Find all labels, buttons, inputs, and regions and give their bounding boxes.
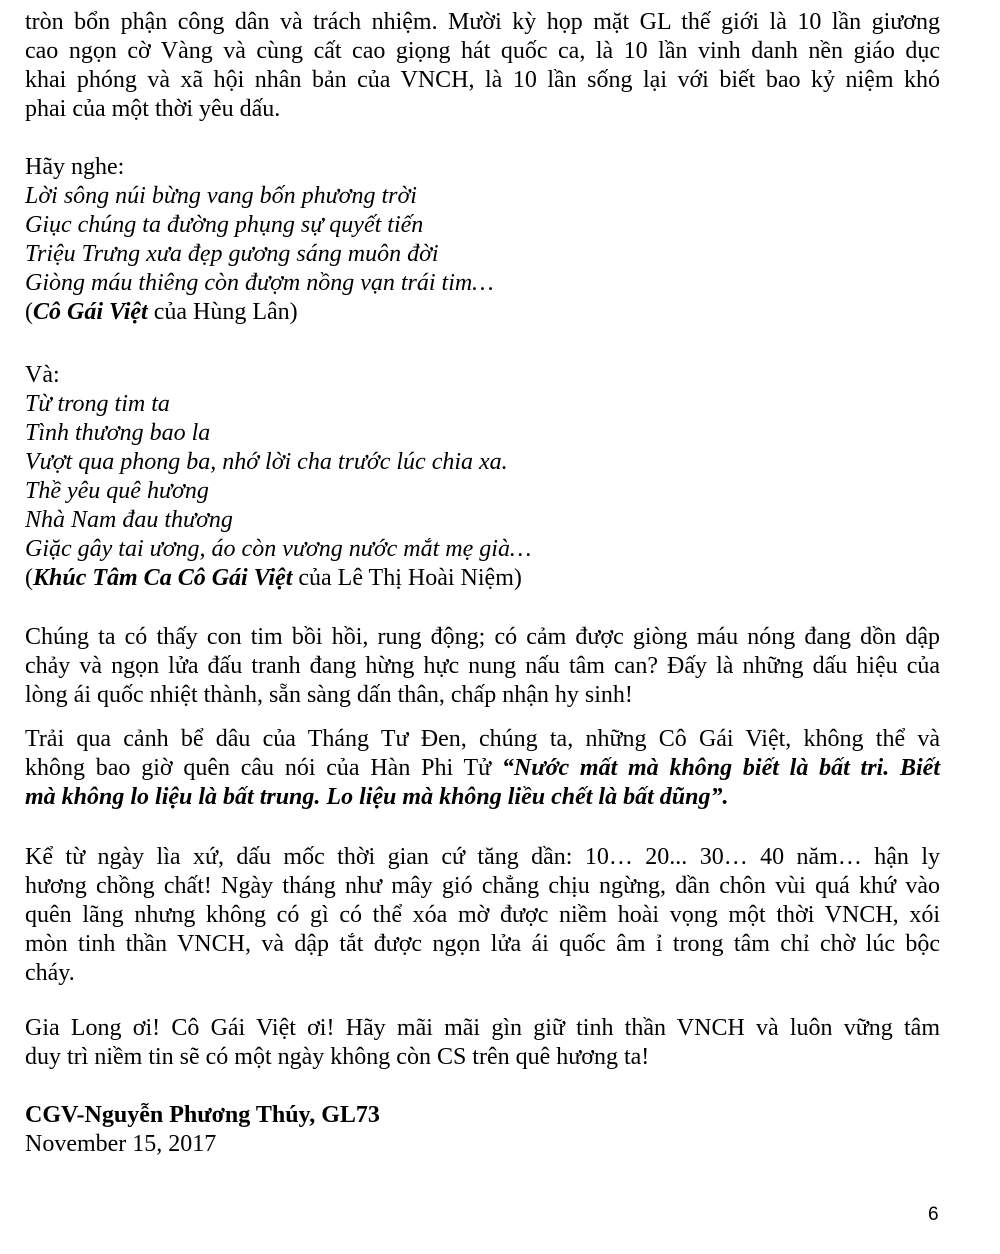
- signature-block: [25, 1101, 940, 1159]
- paragraph-heart: [25, 623, 940, 710]
- text-line: quên lãng nhưng không có gì có thể xóa mờ được niềm hoài vọng một thời VNCH, xói: [25, 902, 940, 928]
- poem-line: Lời sông núi bừng vang bốn phương trời: [25, 183, 417, 209]
- poem-line: Từ trong tim ta: [25, 391, 170, 417]
- text-line: Chúng ta có thấy con tim bồi hồi, rung động; có cảm được giòng máu nóng đang dồn dập: [25, 624, 940, 650]
- poem-line: Giục chúng ta đường phụng sự quyết tiến: [25, 212, 424, 238]
- quote: mà không lo liệu là bất trung. Lo liệu mà không liều chết là bất dũng”.: [25, 784, 729, 810]
- text-line: cao ngọn cờ Vàng và cùng cất cao giọng hát quốc ca, là 10 lần vinh danh nền giáo dục: [25, 38, 940, 64]
- date: November 15, 2017: [25, 1131, 217, 1157]
- text-line: duy trì niềm tin sẽ có một ngày không còn CS trên quê hương ta!: [25, 1044, 650, 1070]
- text-line: tròn bổn phận công dân và trách nhiệm. Mười kỳ họp mặt GL thế giới là 10 lần giương: [25, 9, 940, 35]
- text-line: không bao giờ quên câu nói của Hàn Phi Tử “Nước mất mà không biết là bất tri. Biết: [25, 755, 940, 781]
- song-title: Cô Gái Việt: [33, 299, 148, 325]
- poem-line: Triệu Trưng xưa đẹp gương sáng muôn đời: [25, 241, 439, 267]
- poem-co-gai-viet: [25, 153, 940, 327]
- poem-intro: Và:: [25, 362, 60, 388]
- poem-line: Vượt qua phong ba, nhớ lời cha trước lúc chia xa.: [25, 449, 508, 475]
- text-line: chảy và ngọn lửa đấu tranh đang hừng hực nung nấu tâm can? Đấy là những dấu hiệu của: [25, 653, 940, 679]
- text-line: Kể từ ngày lìa xứ, dấu mốc thời gian cứ tăng dần: 10… 20... 30… 40 năm… hận ly: [25, 844, 940, 870]
- text-line: lòng ái quốc nhiệt thành, sẵn sàng dấn thân, chấp nhận hy sinh!: [25, 682, 633, 708]
- song-title: Khúc Tâm Ca Cô Gái Việt: [33, 565, 293, 591]
- poem-credit: (Cô Gái Việt của Hùng Lân): [25, 299, 298, 325]
- poem-line: Tình thương bao la: [25, 420, 211, 446]
- poem-line: Giặc gây tai ương, áo còn vương nước mắt mẹ già…: [25, 536, 532, 562]
- paragraph-gathering: [25, 8, 940, 124]
- poem-khuc-tam-ca: [25, 361, 940, 593]
- poem-line: Nhà Nam đau thương: [25, 507, 233, 533]
- page-number: 6: [928, 1204, 939, 1225]
- poem-line: Thề yêu quê hương: [25, 478, 209, 504]
- text-line: Gia Long ơi! Cô Gái Việt ơi! Hãy mãi mãi gìn giữ tinh thần VNCH và luôn vững tâm: [25, 1015, 940, 1041]
- paragraph-closing: [25, 1014, 940, 1072]
- paragraph-exile: [25, 843, 940, 988]
- author-name: CGV-Nguyễn Phương Thúy, GL73: [25, 1102, 380, 1128]
- text-line: cháy.: [25, 960, 75, 986]
- text-line: hương chồng chất! Ngày tháng như mây gió chẳng chịu ngừng, dần chôn vùi quá khứ vào: [25, 873, 940, 899]
- quote: “Nước mất mà không biết là bất tri. Biết: [501, 755, 940, 781]
- text-line: khai phóng và xã hội nhân bản của VNCH, là 10 lần sống lại với biết bao kỷ niệm khó: [25, 67, 940, 93]
- paragraph-han-phi-tu: [25, 725, 940, 812]
- poem-line: Giòng máu thiêng còn đượm nồng vạn trái tim…: [25, 270, 494, 296]
- poem-intro: Hãy nghe:: [25, 154, 125, 180]
- text-line: phai của một thời yêu dấu.: [25, 96, 281, 122]
- text-line: Trải qua cảnh bể dâu của Tháng Tư Đen, chúng ta, những Cô Gái Việt, không thể và: [25, 726, 940, 752]
- text-line: mòn tinh thần VNCH, và dập tắt được ngọn lửa ái quốc âm ỉ trong tâm chỉ chờ lúc bộc: [25, 931, 940, 957]
- poem-credit: (Khúc Tâm Ca Cô Gái Việt của Lê Thị Hoài Niệm): [25, 565, 522, 591]
